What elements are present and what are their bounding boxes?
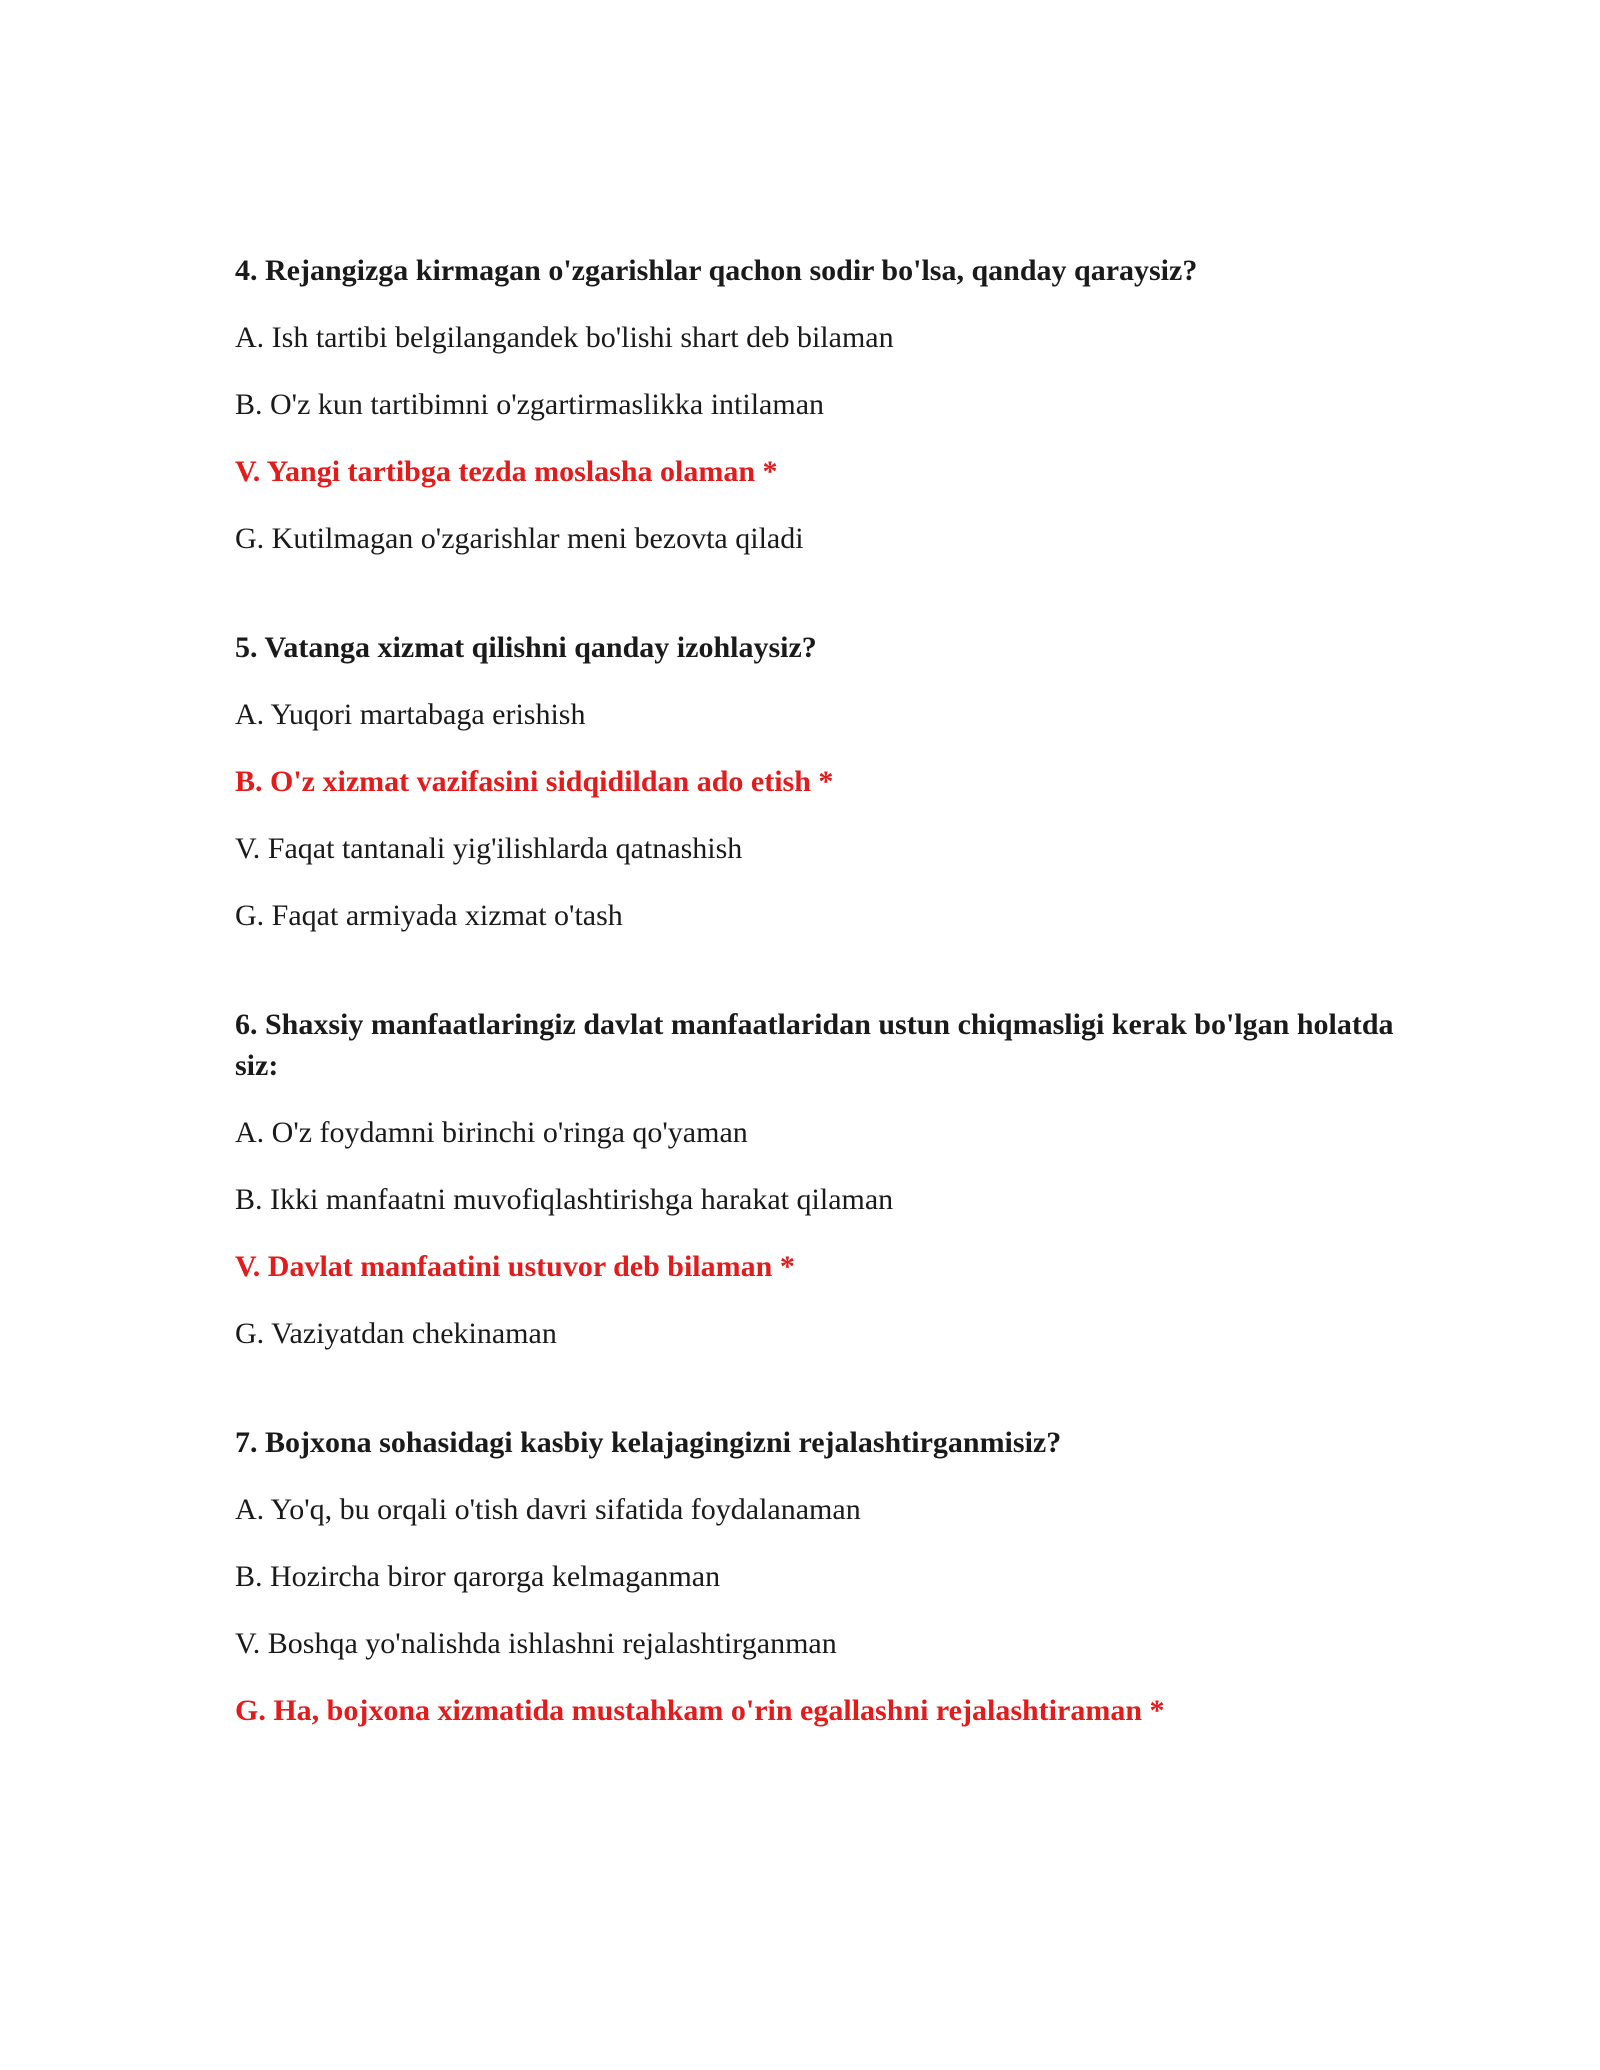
question-block-6 <box>235 1004 1415 1354</box>
option-g: G. Vaziyatdan chekinaman <box>235 1317 557 1350</box>
option-v: V. Boshqa yo'nalishda ishlashni rejalashtirganman <box>235 1627 837 1660</box>
option-v: V. Faqat tantanali yig'ilishlarda qatnashish <box>235 832 743 865</box>
option-a: A. Yo'q, bu orqali o'tish davri sifatida foydalanaman <box>235 1493 861 1526</box>
option-a: A. Ish tartibi belgilangandek bo'lishi shart deb bilaman <box>235 321 894 354</box>
option-v-correct: V. Yangi tartibga tezda moslasha olaman * <box>235 455 778 488</box>
document-page <box>235 250 1415 1799</box>
option-a: A. Yuqori martabaga erishish <box>235 698 586 731</box>
option-g: G. Faqat armiyada xizmat o'tash <box>235 899 623 932</box>
option-b: B. Hozircha biror qarorga kelmaganman <box>235 1560 721 1593</box>
option-b-correct: B. O'z xizmat vazifasini sidqidildan ado etish * <box>235 765 834 798</box>
option-g: G. Kutilmagan o'zgarishlar meni bezovta qiladi <box>235 522 804 555</box>
question-block-4 <box>235 250 1415 559</box>
option-b: B. Ikki manfaatni muvofiqlashtirishga harakat qilaman <box>235 1183 894 1216</box>
option-g-correct: G. Ha, bojxona xizmatida mustahkam o'rin egallashni rejalashtiraman * <box>235 1694 1165 1727</box>
option-b: B. O'z kun tartibimni o'zgartirmaslikka intilaman <box>235 388 825 421</box>
question-title: 4. Rejangizga kirmagan o'zgarishlar qachon sodir bo'lsa, qanday qaraysiz? <box>235 254 1198 287</box>
question-block-5 <box>235 627 1415 936</box>
question-block-7 <box>235 1422 1415 1731</box>
question-title: 7. Bojxona sohasidagi kasbiy kelajagingizni rejalashtirganmisiz? <box>235 1426 1062 1459</box>
question-title: 6. Shaxsiy manfaatlaringiz davlat manfaatlaridan ustun chiqmasligi kerak bo'lgan holatda siz: <box>235 1008 1394 1082</box>
option-v-correct: V. Davlat manfaatini ustuvor deb bilaman * <box>235 1250 795 1283</box>
question-title: 5. Vatanga xizmat qilishni qanday izohlaysiz? <box>235 631 817 664</box>
option-a: A. O'z foydamni birinchi o'ringa qo'yaman <box>235 1116 748 1149</box>
